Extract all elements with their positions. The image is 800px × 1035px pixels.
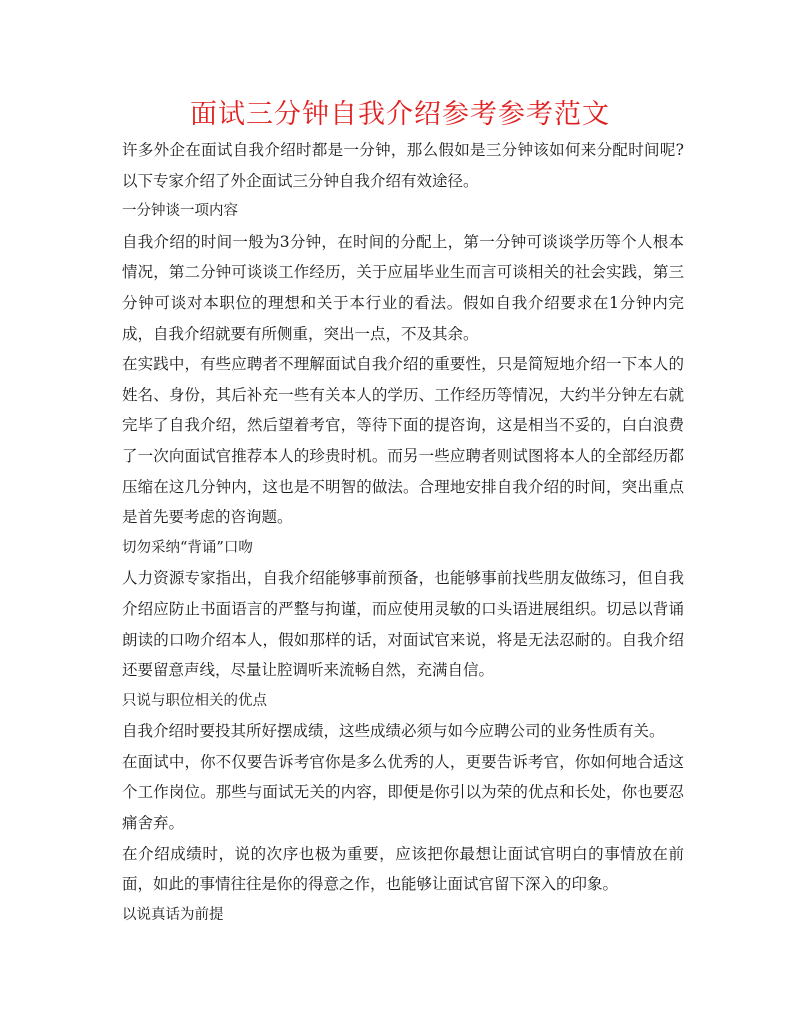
paragraph-time-allocation: 自我介绍的时间一般为3分钟，在时间的分配上，第一分钟可谈谈学历等个人根本情况，第二分钟可谈谈工作经历，关于应届毕业生而言可谈相关的社会实践，第三分钟可谈对本职位的理想和关于本行业的看法。假如自我介绍要求在1分钟内完成，自我介绍就要有所侧重，突出一点，不及其余。 bbox=[122, 232, 684, 343]
paragraph-hr-advice: 人力资源专家指出，自我介绍能够事前预备，也能够事前找些朋友做练习，但自我介绍应防止书面语言的严整与拘谨，而应使用灵敏的口头语进展组织。切忌以背诵朗读的口吻介绍本人，假如那样的话，对面试官来说，将是无法忍耐的。自我介绍还要留意声线，尽量让腔调听来流畅自然，充满自信。 bbox=[122, 569, 684, 680]
intro-paragraph: 许多外企在面试自我介绍时都是一分钟，那么假如是三分钟该如何来分配时间呢?以下专家介绍了外企面试三分钟自我介绍有效途径。 bbox=[122, 141, 684, 190]
section-heading-relevant-strengths: 只说与职位相关的优点 bbox=[122, 692, 267, 709]
document-title: 面试三分钟自我介绍参考参考范文 bbox=[190, 99, 610, 130]
section-heading-one-minute: 一分钟谈一项内容 bbox=[122, 203, 238, 220]
section-heading-truth: 以说真话为前提 bbox=[122, 906, 224, 923]
paragraph-order: 在介绍成绩时，说的次序也极为重要，应该把你最想让面试官明白的事情放在前面，如此的事情往往是你的得意之作，也能够让面试官留下深入的印象。 bbox=[122, 844, 684, 894]
paragraph-practice: 在实践中，有些应聘者不理解面试自我介绍的重要性，只是简短地介绍一下本人的姓名、身份，其后补充一些有关本人的学历、工作经历等情况，大约半分钟左右就完毕了自我介绍，然后望着考官，等待下面的提咨询，这是相当不妥的，白白浪费了一次向面试官推荐本人的珍贵时机。而另一些应聘者则试图将本人的全部经历都压缩在这几分钟内，这也是不明智的做法。合理地安排自我介绍的时间，突出重点是首先要考虑的咨询题。 bbox=[122, 355, 684, 527]
paragraph-achievements: 自我介绍时要投其所好摆成绩，这些成绩必须与如今应聘公司的业务性质有关。 bbox=[122, 722, 665, 741]
document-body bbox=[122, 135, 684, 930]
section-heading-no-recitation: 切勿采纳“背诵”口吻 bbox=[122, 539, 253, 556]
paragraph-interview-fit: 在面试中，你不仅要告诉考官你是多么优秀的人，更要告诉考官，你如何地合适这个工作岗位。那些与面试无关的内容，即便是你引以为荣的优点和长处，你也要忍痛舍弃。 bbox=[122, 752, 684, 833]
